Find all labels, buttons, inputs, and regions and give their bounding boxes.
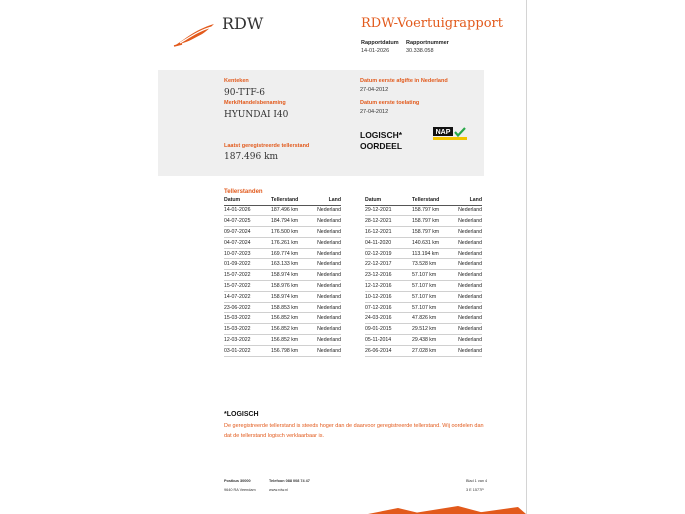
reading-country: Nederland xyxy=(452,291,482,302)
footer-page-number: Blad 1 van 4 xyxy=(466,479,488,483)
table-row xyxy=(365,324,482,335)
verdict xyxy=(360,130,402,152)
vehicle-summary-panel xyxy=(158,70,484,176)
nap-logo-text: NAP xyxy=(435,129,451,137)
reading-date: 04-11-2020 xyxy=(365,237,412,248)
report-date-block xyxy=(361,39,399,55)
report-number: 30.338.058 xyxy=(406,48,434,54)
table-row xyxy=(365,291,482,302)
brand-name: RDW xyxy=(222,14,264,33)
reading-odometer: 156.798 km xyxy=(271,345,311,356)
reading-country: Nederland xyxy=(452,216,482,227)
report-date: 14-01-2026 xyxy=(361,48,390,54)
column-header-date: Datum xyxy=(365,196,412,205)
reading-odometer: 158.797 km xyxy=(412,227,452,238)
table-row xyxy=(365,237,482,248)
reading-country: Nederland xyxy=(311,335,341,346)
reading-country: Nederland xyxy=(311,205,341,216)
reading-odometer: 57.107 km xyxy=(412,291,452,302)
plate-label: Kenteken xyxy=(224,78,249,84)
reading-odometer: 176.500 km xyxy=(271,227,311,238)
reading-odometer: 158.797 km xyxy=(412,216,452,227)
reading-date: 14-07-2022 xyxy=(224,291,271,302)
reading-date: 12-03-2022 xyxy=(224,335,271,346)
reading-odometer: 47.826 km xyxy=(412,313,452,324)
reading-odometer: 156.852 km xyxy=(271,324,311,335)
reading-country: Nederland xyxy=(311,302,341,313)
reading-country: Nederland xyxy=(452,335,482,346)
reading-date: 15-03-2022 xyxy=(224,313,271,324)
column-header-date: Datum xyxy=(224,196,271,205)
footer-address-line2: 9640 RA Veendam xyxy=(224,488,256,492)
table-row xyxy=(365,335,482,346)
verdict-line1: LOGISCH* xyxy=(360,130,403,140)
table-row xyxy=(365,313,482,324)
reading-odometer: 57.107 km xyxy=(412,270,452,281)
footnote-title: *LOGISCH xyxy=(224,411,259,418)
reading-date: 05-11-2014 xyxy=(365,335,412,346)
odometer-readings-title: Tellerstanden xyxy=(224,189,263,195)
reading-country: Nederland xyxy=(452,281,482,292)
table-row xyxy=(365,248,482,259)
reading-country: Nederland xyxy=(452,248,482,259)
reading-date: 02-12-2019 xyxy=(365,248,412,259)
reading-country: Nederland xyxy=(311,324,341,335)
reading-date: 15-07-2022 xyxy=(224,270,271,281)
reading-date: 29-12-2021 xyxy=(365,205,412,216)
reading-odometer: 140.631 km xyxy=(412,237,452,248)
reading-date: 04-07-2024 xyxy=(224,237,271,248)
reading-odometer: 27.028 km xyxy=(412,345,452,356)
reading-country: Nederland xyxy=(311,291,341,302)
reading-date: 07-12-2016 xyxy=(365,302,412,313)
reading-odometer: 158.853 km xyxy=(271,302,311,313)
reading-country: Nederland xyxy=(452,259,482,270)
table-row xyxy=(224,313,341,324)
footer-website[interactable]: www.rdw.nl xyxy=(269,488,288,492)
reading-date: 26-06-2014 xyxy=(365,345,412,356)
reading-country: Nederland xyxy=(452,227,482,238)
reading-date: 10-12-2016 xyxy=(365,291,412,302)
odometer-value: 187.496 km xyxy=(224,152,279,162)
reading-country: Nederland xyxy=(311,281,341,292)
page-edge xyxy=(526,0,527,514)
reading-country: Nederland xyxy=(311,345,341,356)
reading-date: 03-01-2022 xyxy=(224,345,271,356)
reading-odometer: 29.512 km xyxy=(412,324,452,335)
column-header-country: Land xyxy=(452,196,482,205)
reading-odometer: 187.496 km xyxy=(271,205,311,216)
column-header-country: Land xyxy=(311,196,341,205)
reading-country: Nederland xyxy=(311,237,341,248)
footer-address-line1: Postbus 30000 xyxy=(224,479,251,483)
table-row xyxy=(224,345,341,356)
plate-number: 90-TTF-6 xyxy=(224,88,265,98)
table-row xyxy=(365,345,482,356)
table-row xyxy=(365,205,482,216)
odometer-table-left xyxy=(224,196,341,357)
table-row xyxy=(365,281,482,292)
reading-country: Nederland xyxy=(452,345,482,356)
table-row xyxy=(224,302,341,313)
reading-date: 04-07-2025 xyxy=(224,216,271,227)
reading-odometer: 169.774 km xyxy=(271,248,311,259)
footer-form-code: 3 E 1577P xyxy=(466,488,484,492)
reading-date: 15-07-2022 xyxy=(224,281,271,292)
reading-odometer: 156.852 km xyxy=(271,313,311,324)
decorative-streak-icon xyxy=(368,505,526,514)
reading-odometer: 184.794 km xyxy=(271,216,311,227)
nap-logo-icon xyxy=(433,127,467,140)
column-header-odometer: Tellerstand xyxy=(412,196,452,205)
table-row xyxy=(365,227,482,238)
reading-country: Nederland xyxy=(311,259,341,270)
table-row xyxy=(365,270,482,281)
first-admission-date: 27-04-2012 xyxy=(360,109,389,115)
reading-country: Nederland xyxy=(452,270,482,281)
report-number-label: Rapportnummer xyxy=(406,40,449,46)
table-row xyxy=(365,302,482,313)
reading-date: 09-01-2015 xyxy=(365,324,412,335)
reading-date: 28-12-2021 xyxy=(365,216,412,227)
table-row xyxy=(365,259,482,270)
table-row xyxy=(224,335,341,346)
reading-date: 12-12-2016 xyxy=(365,281,412,292)
reading-country: Nederland xyxy=(452,302,482,313)
table-row xyxy=(224,324,341,335)
make-label: Merk/Handelsbenaming xyxy=(224,100,286,106)
reading-odometer: 158.974 km xyxy=(271,291,311,302)
reading-date: 24-03-2016 xyxy=(365,313,412,324)
report-number-block xyxy=(406,39,449,55)
make-value: HYUNDAI I40 xyxy=(224,110,289,120)
reading-odometer: 29.438 km xyxy=(412,335,452,346)
reading-date: 15-03-2022 xyxy=(224,324,271,335)
table-row xyxy=(224,216,341,227)
table-row xyxy=(224,205,341,216)
table-row xyxy=(224,270,341,281)
reading-odometer: 113.194 km xyxy=(412,248,452,259)
table-row xyxy=(224,281,341,292)
footnote-text: De geregistreerde tellerstand is steeds hoger dan de daarvoor geregistreerde tellerstand. Wij oordelen dan dat de tellerstand logisch verklaarbaar is. xyxy=(224,423,484,439)
report-date-label: Rapportdatum xyxy=(361,40,399,46)
table-header-row xyxy=(365,196,482,205)
reading-date: 23-12-2016 xyxy=(365,270,412,281)
reading-country: Nederland xyxy=(311,227,341,238)
reading-date: 10-07-2023 xyxy=(224,248,271,259)
reading-country: Nederland xyxy=(311,270,341,281)
footer-phone: Telefoon 088 008 74 47 xyxy=(269,479,310,483)
table-header-row xyxy=(224,196,341,205)
reading-country: Nederland xyxy=(452,324,482,335)
reading-country: Nederland xyxy=(452,205,482,216)
odometer-label: Laatst geregistreerde tellerstand xyxy=(224,143,310,149)
reading-odometer: 57.107 km xyxy=(412,302,452,313)
table-row xyxy=(224,237,341,248)
first-admission-label: Datum eerste toelating xyxy=(360,100,420,106)
reading-odometer: 73.528 km xyxy=(412,259,452,270)
report-title: RDW-Voertuigrapport xyxy=(361,16,503,31)
reading-country: Nederland xyxy=(311,313,341,324)
reading-date: 23-06-2022 xyxy=(224,302,271,313)
verdict-line2: OORDEEL xyxy=(360,141,403,151)
table-row xyxy=(224,259,341,270)
first-issue-nl-label: Datum eerste afgifte in Nederland xyxy=(360,78,448,84)
reading-country: Nederland xyxy=(311,216,341,227)
reading-odometer: 163.133 km xyxy=(271,259,311,270)
reading-date: 14-01-2026 xyxy=(224,205,271,216)
rdw-logo-icon xyxy=(172,22,216,48)
reading-country: Nederland xyxy=(452,237,482,248)
reading-odometer: 156.852 km xyxy=(271,335,311,346)
reading-date: 22-12-2017 xyxy=(365,259,412,270)
reading-odometer: 176.261 km xyxy=(271,237,311,248)
reading-country: Nederland xyxy=(452,313,482,324)
reading-odometer: 158.797 km xyxy=(412,205,452,216)
reading-country: Nederland xyxy=(311,248,341,259)
column-header-odometer: Tellerstand xyxy=(271,196,311,205)
reading-date: 01-09-2022 xyxy=(224,259,271,270)
reading-date: 16-12-2021 xyxy=(365,227,412,238)
reading-odometer: 57.107 km xyxy=(412,281,452,292)
table-row xyxy=(224,248,341,259)
table-row xyxy=(224,291,341,302)
odometer-table-right xyxy=(365,196,482,357)
reading-date: 09-07-2024 xyxy=(224,227,271,238)
table-row xyxy=(224,227,341,238)
table-row xyxy=(365,216,482,227)
first-issue-nl-date: 27-04-2012 xyxy=(360,87,389,93)
reading-odometer: 158.976 km xyxy=(271,281,311,292)
reading-odometer: 158.974 km xyxy=(271,270,311,281)
